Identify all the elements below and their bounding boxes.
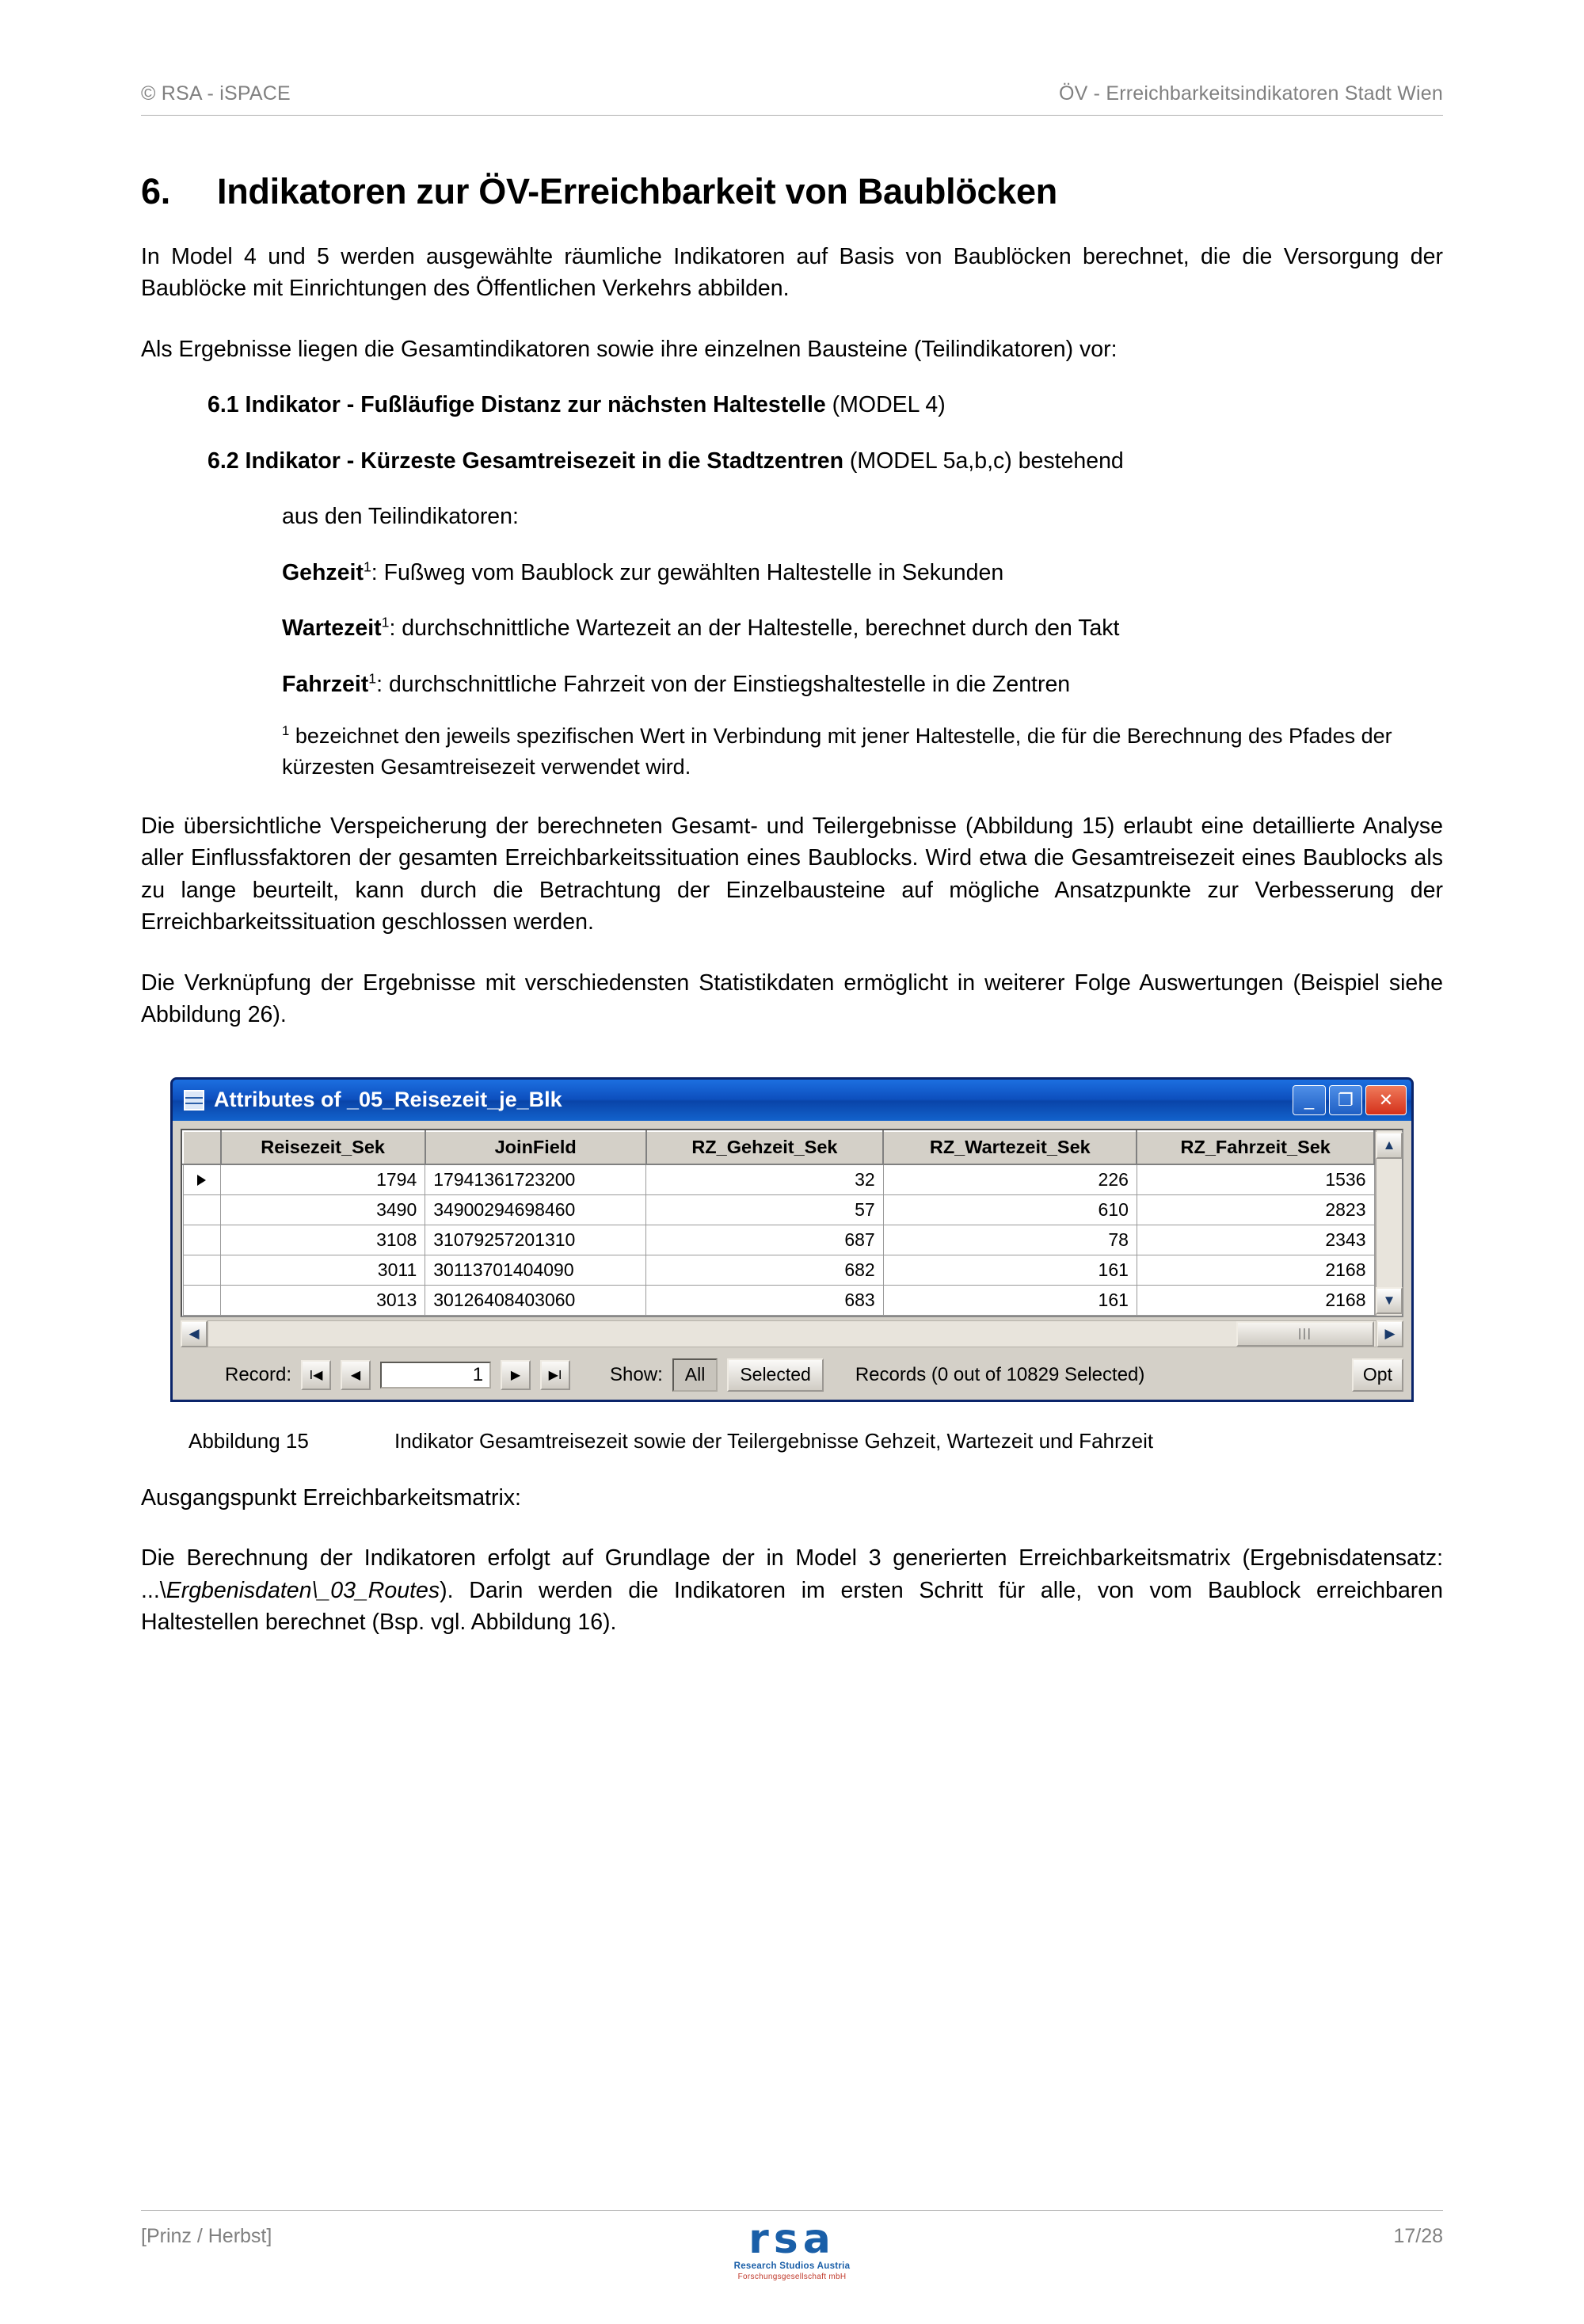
scroll-right-button[interactable]: ▶ xyxy=(1376,1320,1403,1347)
minimize-button[interactable] xyxy=(1293,1085,1326,1115)
row-selector[interactable] xyxy=(183,1255,221,1285)
scroll-left-button[interactable]: ◀ xyxy=(181,1320,208,1347)
minimize-icon: _ xyxy=(1304,1089,1315,1110)
options-button[interactable]: Opt xyxy=(1352,1358,1403,1392)
cell-reisezeit: 3490 xyxy=(221,1194,425,1225)
footnote-ref-2: 1 xyxy=(381,614,390,631)
rsa-logo-subtitle: Research Studios Austria xyxy=(733,2261,851,2271)
paragraph-matrix-part2: ). Darin werden die Indikatoren im ersten Schritt für alle, von vom Baublock erreichbaren Haltestellen berechnet (Bsp. vgl. Abbildung 16). xyxy=(141,1577,1443,1636)
window-buttons xyxy=(1293,1085,1407,1115)
cell-fahrzeit: 2343 xyxy=(1137,1225,1374,1255)
row-selector[interactable] xyxy=(183,1285,221,1315)
attribute-table-window xyxy=(170,1077,1414,1402)
paragraph-intro: In Model 4 und 5 werden ausgewählte räumliche Indikatoren auf Basis von Baublöcken berechnet, die die Versorgung der Baublöcke mit Einrichtungen des Öffentlichen Verkehrs abbilden. xyxy=(141,244,1443,302)
row-selector[interactable] xyxy=(183,1225,221,1255)
footnote-marker: 1 xyxy=(282,723,290,739)
cell-fahrzeit: 2168 xyxy=(1137,1285,1374,1315)
definition-gehzeit-term: Gehzeit xyxy=(282,559,364,585)
cell-wartezeit: 610 xyxy=(883,1194,1137,1225)
footer-authors: [Prinz / Herbst] xyxy=(141,2225,272,2247)
rsa-logo-text: rsa xyxy=(748,2215,836,2263)
row-selector[interactable] xyxy=(183,1194,221,1225)
window-title-text: Attributes of _05_Reisezeit_je_Blk xyxy=(214,1088,562,1112)
cell-joinfield: 30113701404090 xyxy=(425,1255,646,1285)
paragraph-matrix-heading: Ausgangspunkt Erreichbarkeitsmatrix: xyxy=(141,1484,521,1511)
last-record-button[interactable]: ▶I xyxy=(540,1360,570,1390)
records-status-text: Records (0 out of 10829 Selected) xyxy=(855,1363,1145,1385)
footnote-ref-3: 1 xyxy=(368,670,377,687)
list-item-62-continued: aus den Teilindikatoren: xyxy=(282,504,519,530)
paragraph-linking: Die Verknüpfung der Ergebnisse mit verschiedensten Statistikdaten ermöglicht in weiterer Folge Auswertungen (Beispiel siehe Abbildung 26). xyxy=(141,970,1443,1028)
cell-joinfield: 30126408403060 xyxy=(425,1285,646,1315)
footnote-body: bezeichnet den jeweils spezifischen Wert in Verbindung mit jener Haltestelle, die für die Berechnung des Pfades der kürzesten Gesamtreisezeit verwendet wird. xyxy=(282,724,1392,779)
column-header-fahrzeit[interactable]: RZ_Fahrzeit_Sek xyxy=(1137,1131,1374,1164)
list-item-61-bold: 6.1 Indikator - Fußläufige Distanz zur nächsten Haltestelle xyxy=(208,392,826,418)
scroll-down-button[interactable]: ▼ xyxy=(1376,1287,1403,1314)
section-title-text: Indikatoren zur ÖV-Erreichbarkeit von Baublöcken xyxy=(217,171,1057,211)
header-left-text: © RSA - iSPACE xyxy=(141,82,291,105)
table-row[interactable] xyxy=(183,1225,1374,1255)
column-header-joinfield[interactable]: JoinField xyxy=(425,1131,646,1164)
cell-wartezeit: 161 xyxy=(883,1285,1137,1315)
previous-record-button[interactable]: ◀ xyxy=(341,1360,371,1390)
cell-reisezeit: 3011 xyxy=(221,1255,425,1285)
cell-reisezeit: 3108 xyxy=(221,1225,425,1255)
table-icon xyxy=(184,1090,204,1111)
maximize-icon: ❐ xyxy=(1338,1089,1354,1110)
maximize-button[interactable] xyxy=(1329,1085,1362,1115)
cell-joinfield: 31079257201310 xyxy=(425,1225,646,1255)
page-footer xyxy=(141,2210,1443,2281)
footnote-text xyxy=(282,721,1443,782)
show-selected-button[interactable]: Selected xyxy=(727,1358,824,1392)
show-all-button[interactable]: All xyxy=(672,1358,718,1392)
header-right-text: ÖV - Erreichbarkeitsindikatoren Stadt Wien xyxy=(1059,82,1443,105)
cell-wartezeit: 161 xyxy=(883,1255,1137,1285)
table-row[interactable] xyxy=(183,1194,1374,1225)
record-number-input[interactable]: 1 xyxy=(380,1362,491,1389)
definition-fahrzeit xyxy=(282,669,1443,700)
definition-fahrzeit-term: Fahrzeit xyxy=(282,671,369,697)
cell-joinfield: 34900294698460 xyxy=(425,1194,646,1225)
record-toolbar xyxy=(181,1357,1403,1393)
footnote-ref-1: 1 xyxy=(363,558,371,575)
vertical-scrollbar[interactable] xyxy=(1375,1130,1402,1316)
cell-gehzeit: 57 xyxy=(646,1194,884,1225)
list-item-61-rest: (MODEL 4) xyxy=(825,392,946,418)
cell-joinfield: 17941361723200 xyxy=(425,1164,646,1195)
definition-wartezeit-text: : durchschnittliche Wartezeit an der Haltestelle, berechnet durch den Takt xyxy=(389,615,1120,642)
cell-wartezeit: 78 xyxy=(883,1225,1137,1255)
current-row-arrow-icon xyxy=(197,1175,206,1186)
table-grid-area xyxy=(181,1129,1403,1317)
cell-fahrzeit: 2823 xyxy=(1137,1194,1374,1225)
figure-caption-text: Indikator Gesamtreisezeit sowie der Teilergebnisse Gehzeit, Wartezeit und Fahrzeit xyxy=(394,1428,1154,1453)
close-icon: ✕ xyxy=(1378,1089,1394,1110)
section-number: 6. xyxy=(141,171,170,211)
page-title xyxy=(141,171,1443,212)
cell-reisezeit: 1794 xyxy=(221,1164,425,1195)
show-label: Show: xyxy=(610,1363,663,1385)
window-body xyxy=(173,1121,1411,1400)
page-header xyxy=(141,82,1443,116)
page-number: 17/28 xyxy=(1393,2225,1443,2247)
table-header-row xyxy=(183,1131,1374,1164)
table-row[interactable] xyxy=(183,1285,1374,1315)
cell-gehzeit: 32 xyxy=(646,1164,884,1195)
column-header-gehzeit[interactable]: RZ_Gehzeit_Sek xyxy=(646,1131,884,1164)
figure-caption-label: Abbildung 15 xyxy=(188,1428,309,1453)
paragraph-matrix-part1: Die Berechnung der Indikatoren erfolgt auf Grundlage der in Model 3 generierten Erreichbarkeitsmatrix (Ergebnisdatensatz: ...\ xyxy=(141,1545,1443,1603)
definition-gehzeit-text: : Fußweg vom Baublock zur gewählten Haltestelle in Sekunden xyxy=(371,559,1004,585)
cell-gehzeit: 683 xyxy=(646,1285,884,1315)
row-selector-current[interactable] xyxy=(183,1164,221,1195)
horizontal-scrollbar[interactable] xyxy=(208,1320,1376,1347)
window-titlebar[interactable] xyxy=(173,1080,1411,1121)
scroll-up-button[interactable]: ▲ xyxy=(1376,1132,1403,1159)
figure-caption xyxy=(141,1429,1443,1453)
definition-wartezeit-term: Wartezeit xyxy=(282,615,382,642)
cell-fahrzeit: 2168 xyxy=(1137,1255,1374,1285)
paragraph-analysis: Die übersichtliche Verspeicherung der berechneten Gesamt- und Teilergebnisse (Abbildung 15) erlaubt eine detaillierte Analyse aller Einflussfaktoren der gesamten Erreichbarkeitssituation eines Baublocks. Wird etwa die Gesamtreisezeit eines Baublocks als zu lange beurteilt, kann durch die Betrachtung der Einzelbausteine auf mögliche Ansatzpunkte zur Verbesserung der Erreichbarkeitssituation geschlossen werden. xyxy=(141,813,1443,935)
column-header-reisezeit[interactable]: Reisezeit_Sek xyxy=(221,1131,425,1164)
horizontal-scroll-thumb[interactable]: ||| xyxy=(1236,1321,1374,1347)
attribute-table[interactable] xyxy=(182,1130,1375,1316)
next-record-button[interactable]: ▶ xyxy=(501,1360,531,1390)
cell-wartezeit: 226 xyxy=(883,1164,1137,1195)
cell-gehzeit: 687 xyxy=(646,1225,884,1255)
table-row[interactable] xyxy=(183,1255,1374,1285)
list-item-62-rest: (MODEL 5a,b,c) bestehend xyxy=(843,448,1124,474)
cell-reisezeit: 3013 xyxy=(221,1285,425,1315)
table-row[interactable] xyxy=(183,1164,1374,1195)
list-item-62-bold: 6.2 Indikator - Kürzeste Gesamtreisezeit in die Stadtzentren xyxy=(208,448,843,474)
definition-fahrzeit-text: : durchschnittliche Fahrzeit von der Einstiegshaltestelle in die Zentren xyxy=(376,671,1071,697)
cell-gehzeit: 682 xyxy=(646,1255,884,1285)
definition-wartezeit xyxy=(282,612,1443,644)
row-selector-header xyxy=(183,1131,221,1164)
first-record-button[interactable]: I◀ xyxy=(301,1360,331,1390)
figure-15 xyxy=(141,1077,1443,1402)
column-header-wartezeit[interactable]: RZ_Wartezeit_Sek xyxy=(883,1131,1137,1164)
paragraph-matrix xyxy=(141,1542,1443,1638)
record-label: Record: xyxy=(225,1363,292,1385)
definition-gehzeit xyxy=(282,557,1443,589)
cell-fahrzeit: 1536 xyxy=(1137,1164,1374,1195)
list-item-62 xyxy=(208,445,1443,477)
close-button[interactable] xyxy=(1365,1085,1407,1115)
document-page xyxy=(0,82,1584,2324)
list-item-61 xyxy=(208,389,1443,421)
paragraph-results: Als Ergebnisse liegen die Gesamtindikatoren sowie ihre einzelnen Bausteine (Teilindikatoren) vor: xyxy=(141,336,1118,362)
horizontal-scrollbar-row xyxy=(181,1320,1403,1347)
rsa-logo xyxy=(733,2215,851,2281)
rsa-logo-subtitle-2: Forschungsgesellschaft mbH xyxy=(737,2272,847,2281)
dataset-path: Ergbenisdaten\_03_Routes xyxy=(166,1577,440,1603)
